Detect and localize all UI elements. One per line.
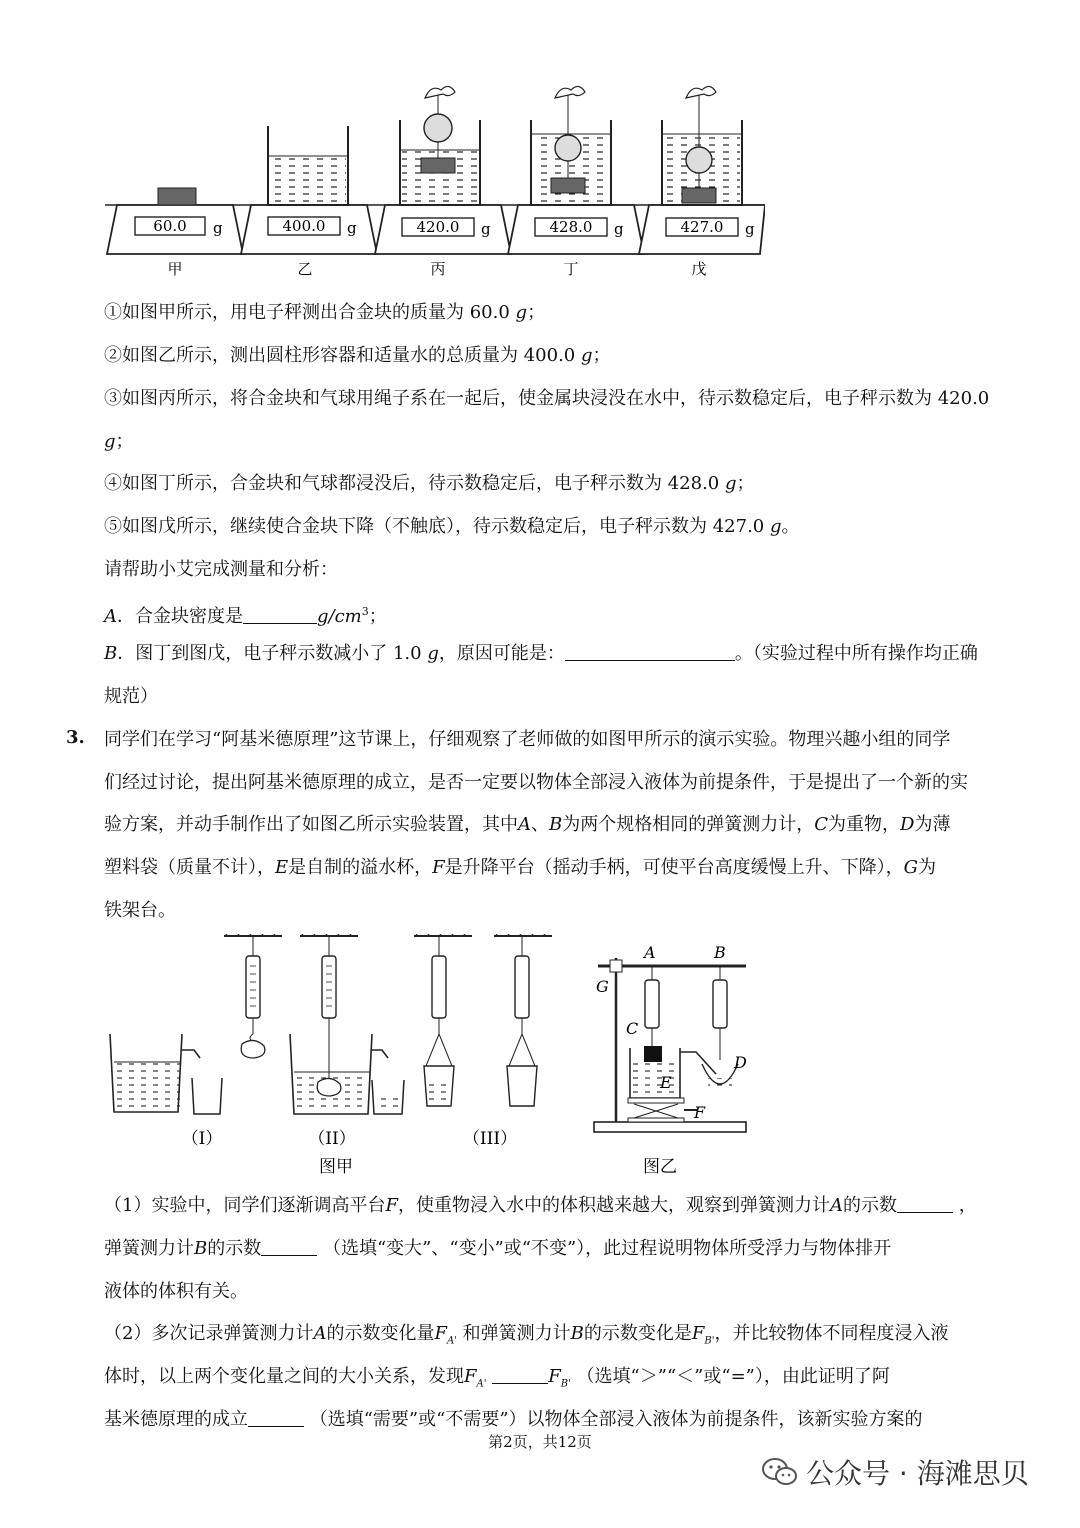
- scale-jia: [107, 188, 243, 278]
- step-3: ③如图丙所示，将合金块和气球用绳子系在一起后，使金属块浸没在水中，待示数稳定后，电子秤示数为 420.0: [104, 388, 990, 409]
- reading-jia: 60.0: [153, 217, 187, 235]
- svg-text:戊: 戊: [691, 260, 707, 278]
- part-2-line-1: （2）多次记录弹簧测力计A的示数变化量$F_{A'}$ 和弹簧测力计B的示数变化是$F_{B'}$，并比较物体不同程度浸入液: [104, 1323, 949, 1347]
- step-5: ⑤如图戊所示，继续使合金块下降（不触底），待示数稳定后，电子秤示数为 427.0 g。: [104, 516, 800, 537]
- scale-wu: [639, 86, 765, 278]
- watermark-text: 公众号 · 海滩思贝: [806, 1457, 1029, 1490]
- wechat-icon: [762, 1457, 798, 1487]
- step-3-unit: g；: [104, 431, 134, 452]
- question-b: B．图丁到图戊，电子秤示数减小了 1.0 g，原因可能是： 。（实验过程中所有操作均正确: [104, 643, 978, 664]
- svg-text:g: g: [213, 219, 223, 237]
- q3-line-4: 塑料袋（质量不计），E是自制的溢水杯，F是升降平台（摇动手柄，可使平台高度缓慢上升、下降），G为: [104, 857, 937, 878]
- question-b-line2: 规范）: [104, 686, 158, 707]
- help-text: 请帮助小艾完成测量和分析：: [104, 559, 338, 580]
- scale-ding: [508, 86, 644, 278]
- svg-text:g: g: [481, 220, 491, 238]
- svg-text:乙: 乙: [297, 260, 313, 278]
- page-footer: 第2页，共12页: [488, 1433, 592, 1451]
- reading-bing: 420.0: [416, 218, 460, 236]
- question-number-3: 3.: [66, 727, 85, 748]
- svg-text:丁: 丁: [563, 260, 579, 278]
- svg-text:G: G: [596, 977, 609, 996]
- svg-text:（II）: （II）: [308, 1129, 356, 1149]
- svg-text:（III）: （III）: [462, 1129, 518, 1149]
- setup-2: [290, 934, 404, 1177]
- step-4: ④如图丁所示，合金块和气球都浸没后，待示数稳定后，电子秤示数为 428.0 g；: [104, 473, 755, 494]
- q3-line-5: 铁架台。: [104, 900, 176, 921]
- answer-blank-1a[interactable]: [897, 1194, 953, 1213]
- reading-wu: 427.0: [680, 218, 724, 236]
- step-1: ①如图甲所示，用电子秤测出合金块的质量为 60.0 g；: [104, 302, 546, 323]
- reading-ding: 428.0: [549, 218, 593, 236]
- step-2: ②如图乙所示，测出圆柱形容器和适量水的总质量为 400.0 g；: [104, 345, 611, 366]
- setup-1: [110, 934, 282, 1149]
- svg-text:B: B: [714, 943, 726, 962]
- svg-text:（I）: （I）: [181, 1129, 223, 1149]
- q3-line-1: 同学们在学习“阿基米德原理”这节课上，仔细观察了老师做的如图甲所示的演示实验。物理兴趣小组的同学: [104, 729, 951, 750]
- svg-text:C: C: [626, 1019, 639, 1038]
- scale-bing: [375, 86, 511, 278]
- caption-tu-jia: 图甲: [319, 1157, 353, 1177]
- svg-text:g: g: [614, 220, 624, 238]
- part-2-line-2: 体时，以上两个变化量之间的大小关系，发现$F_{A'}$ $F_{B'}$ （选填“＞”“＜”或“=”），由此证明了阿: [104, 1366, 890, 1390]
- answer-blank-b[interactable]: [565, 642, 735, 661]
- answer-blank-a[interactable]: [243, 605, 317, 624]
- caption-tu-yi: 图乙: [643, 1157, 677, 1177]
- svg-text:g: g: [745, 220, 755, 238]
- watermark: [762, 1452, 1029, 1492]
- part-2-line-3: 基米德原理的成立 （选填“需要”或“不需要”）以物体全部浸入液体为前提条件，该新实验方案的: [104, 1409, 923, 1430]
- svg-text:A: A: [644, 943, 656, 962]
- svg-text:g: g: [347, 219, 357, 237]
- q3-line-3: 验方案，并动手制作出了如图乙所示实验装置，其中A、B为两个规格相同的弹簧测力计，C为重物，D为薄: [104, 814, 951, 835]
- svg-text:丙: 丙: [430, 260, 446, 278]
- setup-apparatus: [594, 943, 747, 1177]
- question-a: A．合金块密度是 $g/cm^3$；: [104, 605, 387, 627]
- figure-scales: [105, 78, 765, 283]
- answer-blank-2b[interactable]: [248, 1408, 304, 1427]
- reading-yi: 400.0: [282, 217, 326, 235]
- svg-text:F: F: [694, 1103, 706, 1122]
- svg-text:甲: 甲: [167, 260, 183, 278]
- svg-text:E: E: [660, 1073, 672, 1092]
- part-1-line-1: （1）实验中，同学们逐渐调高平台F，使重物浸入水中的体积越来越大，观察到弹簧测力计A的示数 ，: [104, 1195, 977, 1216]
- q3-line-2: 们经过讨论，提出阿基米德原理的成立，是否一定要以物体全部浸入液体为前提条件，于是提出了一个新的实: [104, 772, 968, 793]
- figure-archimedes: [104, 934, 764, 1179]
- svg-text:D: D: [734, 1053, 747, 1072]
- setup-3: [412, 934, 552, 1149]
- answer-blank-2a[interactable]: [492, 1365, 548, 1384]
- part-1-line-2: 弹簧测力计B的示数 （选填“变大”、“变小”或“不变”），此过程说明物体所受浮力与物体排开: [104, 1238, 892, 1259]
- answer-blank-1b[interactable]: [261, 1237, 317, 1256]
- scale-yi: [241, 126, 377, 278]
- part-1-line-3: 液体的体积有关。: [104, 1281, 248, 1302]
